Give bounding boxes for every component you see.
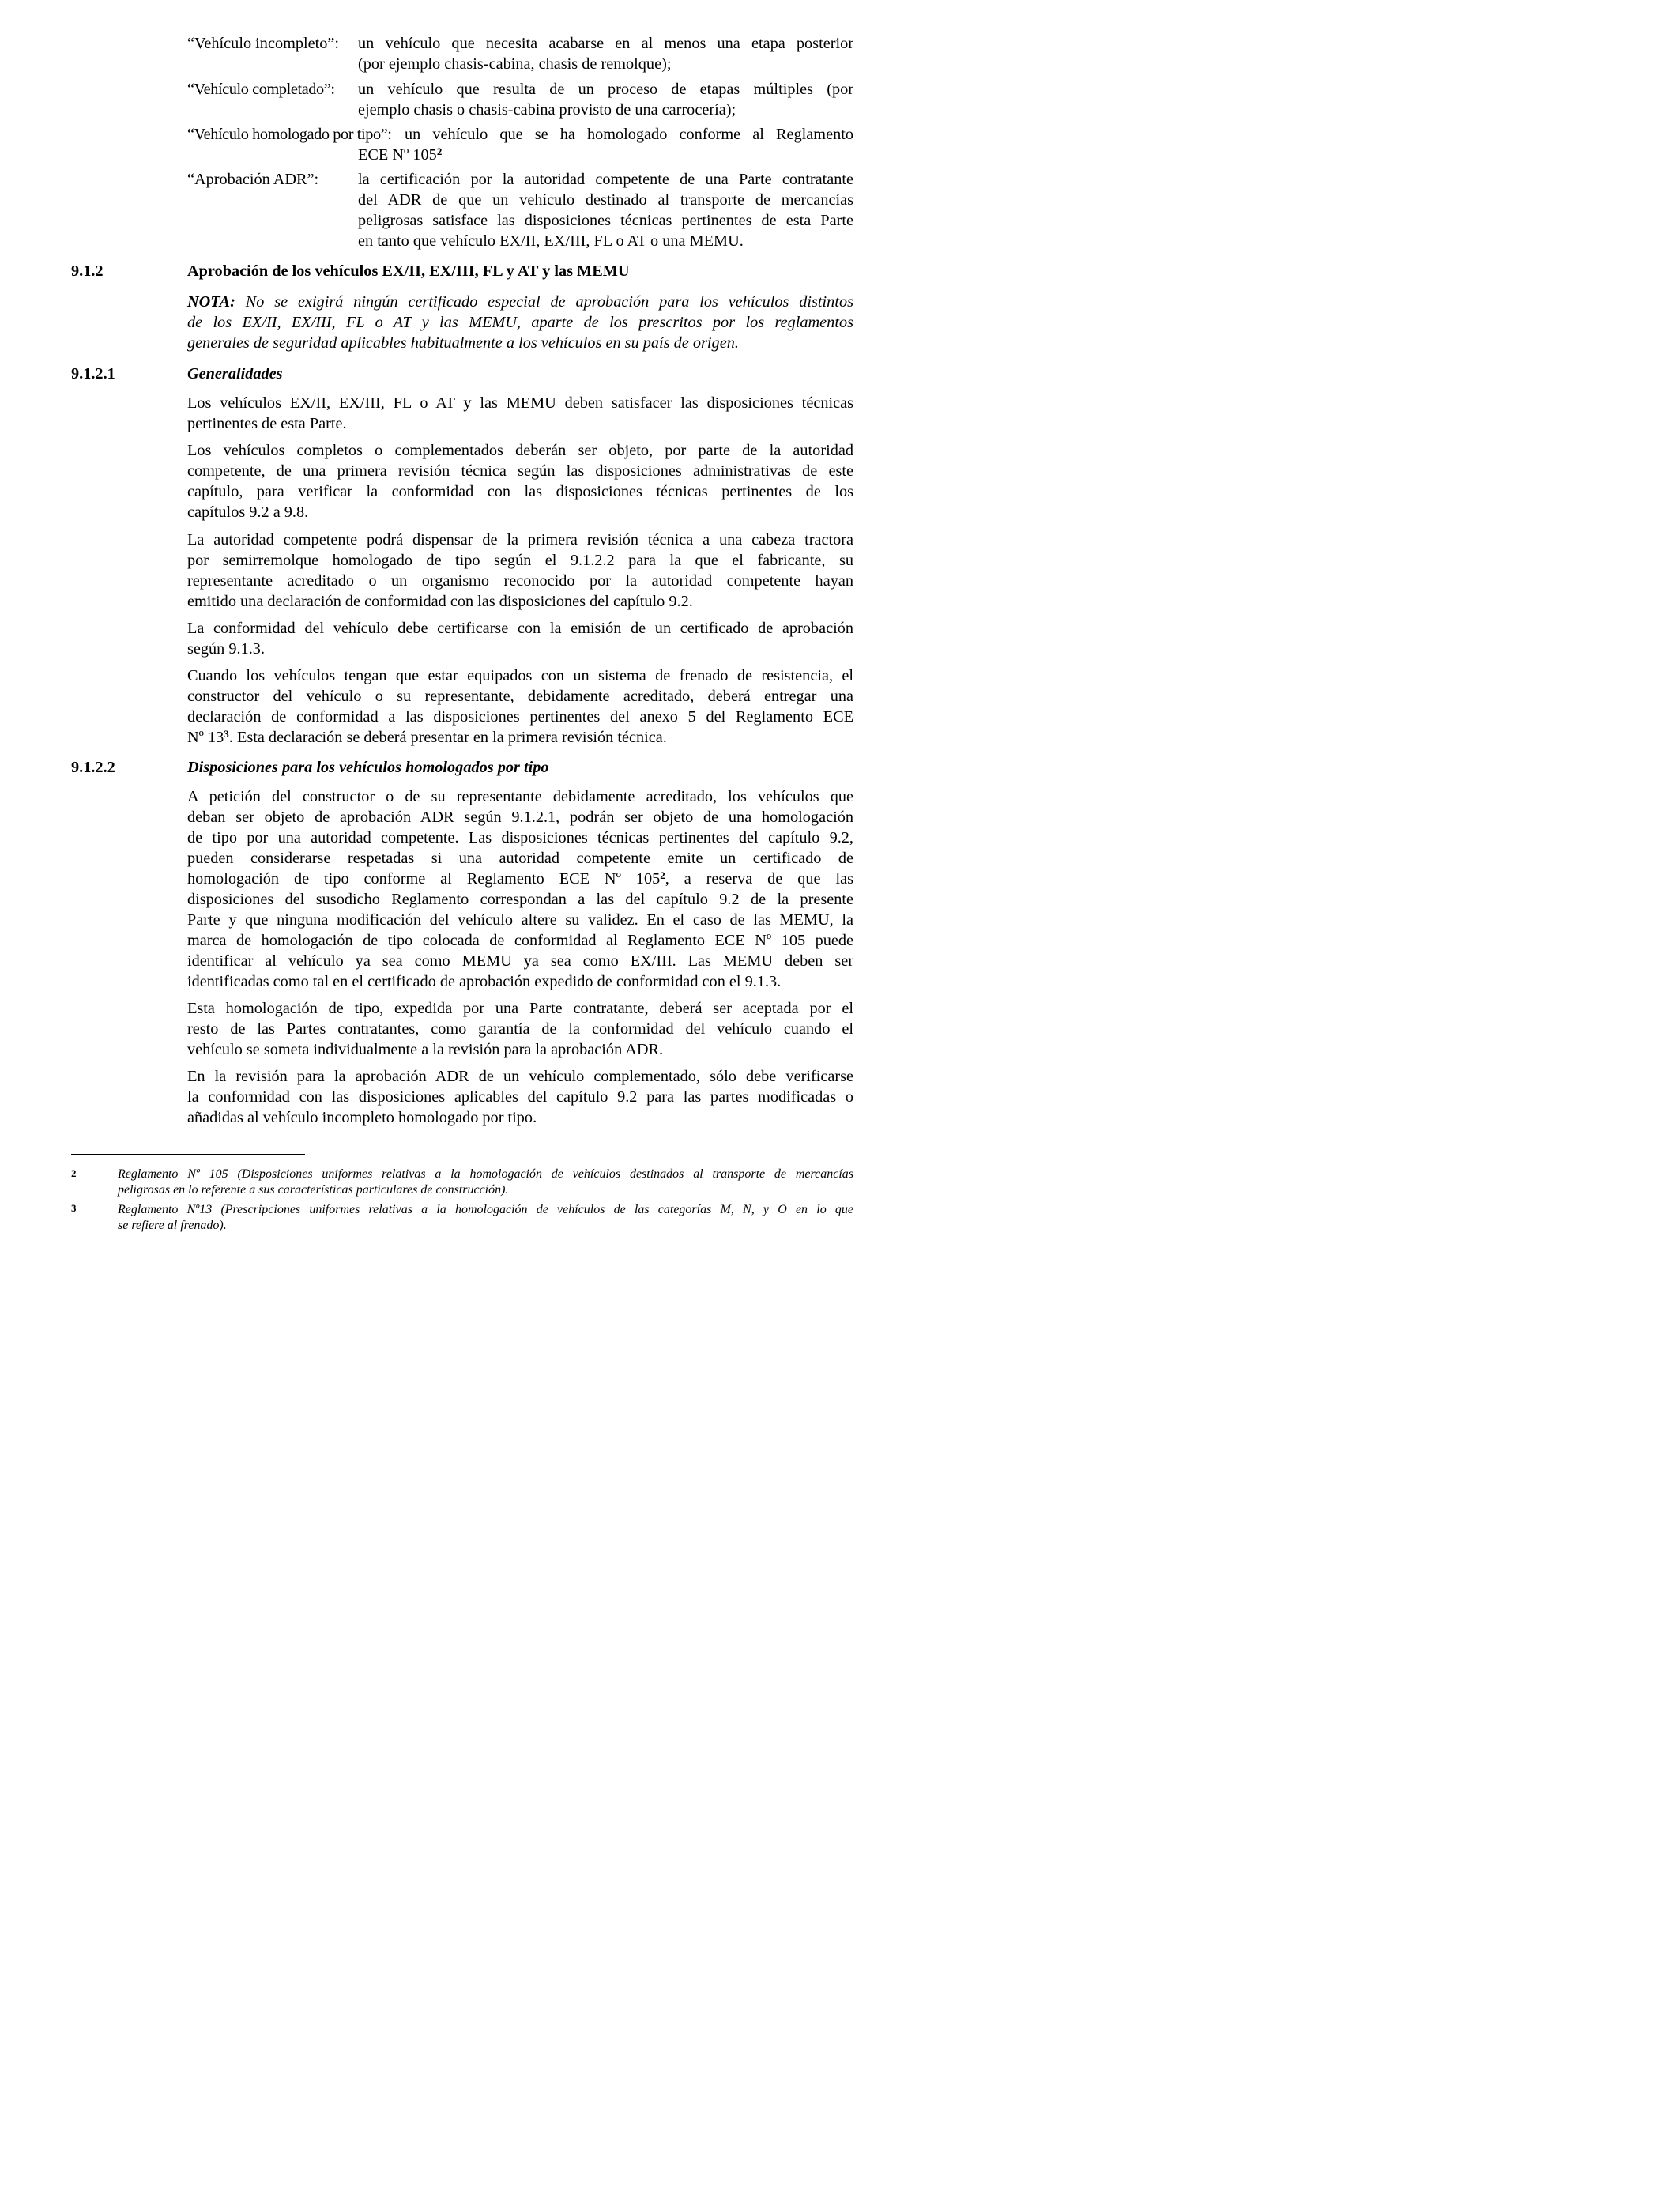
section-heading: Disposiciones para los vehículos homologados por tipo xyxy=(187,759,549,776)
paragraph: Los vehículos completos o complementados deberán ser objeto, por parte de la autoridad competente, de una primera revisión técnica según las disposiciones administrativas de este capítulo, para verificar la conformidad con las disposiciones técnicas pertinentes de los capítulos 9.2 a 9.8. xyxy=(187,442,853,521)
definition-body: la certificación por la autoridad competente de una Parte contratante del ADR de que un vehículo destinado al transporte de mercancías peligrosas satisface las disposiciones técnicas pertinentes de esta Parte en tanto que vehículo EX/II, EX/III, FL o AT o una MEMU. xyxy=(358,171,853,250)
paragraph: En la revisión para la aprobación ADR de un vehículo complementado, sólo debe verificarse la conformidad con las disposiciones aplicables del capítulo 9.2 para las partes modificadas o añadidas al vehículo incompleto homologado por tipo. xyxy=(187,1068,853,1126)
definition-body: un vehículo que resulta de un proceso de etapas múltiples (por ejemplo chasis o chasis-cabina provisto de una carrocería); xyxy=(358,81,853,119)
definition-term: “Aprobación ADR”: xyxy=(187,171,319,188)
footnote-ref[interactable]: 2 xyxy=(436,145,443,157)
footnote-ref[interactable]: 2 xyxy=(660,869,665,881)
footnote-text: Reglamento Nº13 (Prescripciones uniformes relativas a la homologación de vehículos de las categorías M, N, y O en lo que se refiere al frenado). xyxy=(118,1203,853,1232)
definition-term: “Vehículo completado”: xyxy=(187,81,335,98)
paragraph: Esta homologación de tipo, expedida por una Parte contratante, deberá ser aceptada por el resto de las Partes contratantes, como garantía de la conformidad del vehículo cuando el vehículo se someta individualmente a la revisión para la aprobación ADR. xyxy=(187,1000,853,1058)
footnote-number: 3 xyxy=(71,1202,77,1214)
section-heading: Aprobación de los vehículos EX/II, EX/III, FL y AT y las MEMU xyxy=(187,262,630,280)
definition-term: “Vehículo incompleto”: xyxy=(187,35,340,52)
section-number: 9.1.2.2 xyxy=(71,759,115,776)
document-page xyxy=(0,0,948,1238)
footnote-number: 2 xyxy=(71,1167,77,1179)
footnote-ref[interactable]: 3 xyxy=(224,728,229,740)
note-paragraph: NOTA: No se exigirá ningún certificado especial de aprobación para los vehículos distintos de los EX/II, EX/III, FL o AT y las MEMU, aparte de los prescritos por los reglamentos generales de seguridad aplicables habitualmente a los vehículos en su país de origen. xyxy=(187,293,853,352)
paragraph: La conformidad del vehículo debe certificarse con la emisión de un certificado de aprobación según 9.1.3. xyxy=(187,620,853,658)
footnote-separator xyxy=(71,1154,305,1155)
section-heading: Generalidades xyxy=(187,365,283,383)
footnote-text: Reglamento Nº 105 (Disposiciones uniformes relativas a la homologación de vehículos destinados al transporte de mercancías peligrosas en lo referente a sus características particulares de construcción). xyxy=(118,1167,853,1197)
definition-term: “Vehículo homologado por tipo”: xyxy=(187,126,392,143)
paragraph: A petición del constructor o de su representante debidamente acreditado, los vehículos que deban ser objeto de aprobación ADR según 9.1.2.1, podrán ser objeto de una homologación de tipo por una autoridad competente. Las disposiciones técnicas pertinentes del capítulo 9.2, pueden considerarse respetadas si una autoridad competente emite un certificado de homologación de tipo conforme al Reglamento ECE Nº $105^2$, a reserva de que las disposiciones del susodicho Reglamento correspondan a las del capítulo 9.2 de la presente Parte y que ninguna modificación del vehículo altere su validez. En el caso de las MEMU, la marca de homologación de tipo colocada de conformidad al Reglamento ECE Nº 105 puede identificar al vehículo ya sea como MEMU ya sea como EX/III. Las MEMU deben ser identificadas como tal en el certificado de aprobación expedido de conformidad con el 9.1.3. xyxy=(187,788,853,990)
definition-body: un vehículo que necesita acabarse en al menos una etapa posterior (por ejemplo chasis-cabina, chasis de remolque); xyxy=(358,35,853,73)
paragraph: La autoridad competente podrá dispensar de la primera revisión técnica a una cabeza tractora por semirremolque homologado de tipo según el 9.1.2.2 para la que el fabricante, su representante acreditado o un organismo reconocido por la autoridad competente hayan emitido una declaración de conformidad con las disposiciones del capítulo 9.2. xyxy=(187,531,853,610)
paragraph: Los vehículos EX/II, EX/III, FL o AT y las MEMU deben satisfacer las disposiciones técnicas pertinentes de esta Parte. xyxy=(187,394,853,432)
definition-body: ECE Nº $105^2$ xyxy=(358,145,443,164)
paragraph: Cuando los vehículos tengan que estar equipados con un sistema de frenado de resistencia, el constructor del vehículo o su representante, debidamente acreditado, deberá entregar una declaración de conformidad a las disposiciones pertinentes del anexo 5 del Reglamento ECE Nº $13^3$. Esta declaración se deberá presentar en la primera revisión técnica. xyxy=(187,667,853,746)
definition-body: un vehículo que se ha homologado conforme al Reglamento xyxy=(405,126,853,143)
section-number: 9.1.2 xyxy=(71,262,104,280)
section-number: 9.1.2.1 xyxy=(71,365,115,383)
note-label: NOTA: xyxy=(187,293,235,311)
